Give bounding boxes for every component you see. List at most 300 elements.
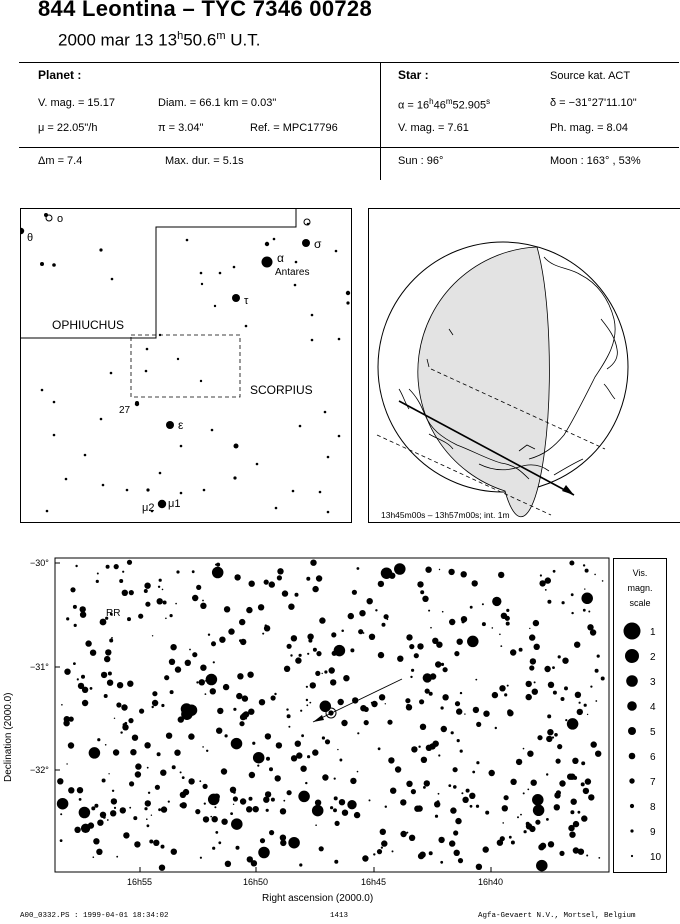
chart-star (68, 742, 74, 748)
chart-star (306, 704, 308, 706)
chart-star (110, 810, 116, 816)
y-axis-label: Declination (2000.0) (3, 692, 14, 782)
chart-star (263, 797, 269, 803)
chart-star (559, 780, 565, 786)
chart-star (249, 797, 253, 801)
chart-star (221, 768, 227, 774)
chart-star (129, 807, 131, 809)
chart-star (334, 778, 336, 780)
chart-star (284, 666, 290, 672)
chart-star (569, 832, 575, 838)
chart-star (523, 748, 525, 750)
chart-star (123, 832, 129, 838)
label-alpha: α (277, 251, 284, 265)
chart-star (548, 733, 549, 734)
max-duration: Max. dur. = 5.1s (165, 155, 244, 167)
chart-star (90, 687, 93, 690)
chart-star (436, 642, 442, 648)
chart-star (97, 738, 100, 741)
chart-star (510, 779, 516, 785)
x-tick-label-16h50: 16h50 (243, 877, 269, 887)
chart-star (151, 815, 152, 816)
divider-vertical (380, 62, 381, 180)
chart-star (587, 624, 593, 630)
chart-star (523, 792, 525, 794)
chart-star (417, 643, 423, 649)
chart-star (575, 692, 581, 698)
chart-star (178, 716, 184, 722)
chart-star (581, 815, 587, 821)
star-chart (0, 550, 612, 910)
chart-star (384, 614, 389, 619)
path-arrowhead (562, 485, 574, 495)
chart-star (526, 681, 532, 687)
ra-second-unit: s (486, 97, 491, 106)
chart-star (334, 645, 346, 657)
divider-mid (19, 147, 679, 148)
chart-star (269, 581, 275, 587)
chart-star (148, 792, 150, 794)
chart-star (301, 734, 304, 737)
chart-star (357, 732, 359, 734)
label-scorpius: SCORPIUS (250, 383, 313, 397)
chart-star (159, 865, 165, 871)
chart-star (364, 720, 369, 725)
chart-star (546, 736, 552, 742)
chart-star (440, 706, 443, 709)
chart-star (466, 789, 470, 793)
chart-star (105, 649, 111, 655)
chart-star (221, 819, 227, 825)
chart-star (68, 787, 74, 793)
chart-star (102, 779, 106, 783)
chart-star (73, 662, 76, 665)
chart-star (526, 823, 532, 829)
chart-star (122, 724, 128, 730)
chart-star (448, 569, 454, 575)
chart-star (532, 689, 538, 695)
chart-star (455, 818, 461, 824)
chart-star (127, 560, 132, 565)
chart-star (310, 682, 316, 688)
chart-star (473, 707, 479, 713)
chart-star (157, 752, 161, 756)
chart-star (569, 774, 575, 780)
chart-star (251, 860, 257, 866)
moon-info: Moon : 163° , 53% (550, 155, 641, 167)
chart-star (392, 850, 394, 852)
chart-star (101, 672, 107, 678)
chart-star (234, 574, 240, 580)
chart-star (553, 691, 557, 695)
chart-star (96, 580, 99, 583)
chart-star (583, 564, 585, 566)
planet-parallax: π = 3.04" (158, 122, 204, 134)
chart-star (581, 593, 593, 605)
planet-vmag: V. mag. = 15.17 (38, 97, 115, 109)
chart-star (535, 820, 540, 825)
chart-star (196, 585, 201, 590)
y-tick-label-minus32: −32° (30, 765, 49, 775)
chart-star (107, 819, 109, 821)
chart-star (387, 720, 392, 725)
chart-star (441, 726, 447, 732)
chart-star (231, 818, 243, 830)
chart-star (598, 857, 600, 859)
chart-star (423, 673, 432, 682)
scale-dot (625, 649, 639, 663)
chart-star (507, 709, 512, 714)
chart-star (557, 744, 562, 749)
chart-star (449, 840, 455, 846)
chart-star (307, 755, 310, 758)
chart-star (492, 627, 494, 629)
x-tick-label-16h55: 16h55 (127, 877, 153, 887)
chart-star (482, 603, 484, 605)
chart-star (192, 652, 197, 657)
chart-star (472, 771, 475, 774)
chart-star (113, 749, 119, 755)
label-ophiuchus: OPHIUCHUS (52, 318, 125, 332)
chart-star (540, 843, 546, 849)
chart-star (295, 593, 299, 597)
chart-star (96, 849, 102, 855)
chart-star (425, 567, 431, 573)
chart-star (161, 704, 164, 707)
chart-star (348, 613, 354, 619)
chart-star (339, 799, 345, 805)
chart-star (547, 714, 551, 718)
scale-label: 7 (650, 777, 656, 788)
label-epsilon: ε (178, 418, 184, 432)
chart-star (271, 798, 275, 802)
chart-star (246, 607, 252, 613)
scale-dot (628, 727, 636, 735)
star-declination: δ = −31°27'11.10" (550, 97, 637, 109)
scale-label: 2 (650, 652, 656, 663)
chart-star (417, 581, 423, 587)
chart-star (378, 747, 381, 750)
chart-star (200, 857, 202, 859)
chart-star (237, 673, 243, 679)
chart-star (545, 589, 547, 591)
chart-star (509, 836, 512, 839)
chart-star (322, 736, 325, 739)
chart-star (155, 785, 160, 790)
chart-star (181, 703, 193, 715)
chart-star (594, 574, 596, 576)
ra-hours: α = 16 (398, 99, 430, 112)
chart-star (170, 614, 173, 617)
chart-star (274, 693, 276, 695)
star-tau (232, 294, 240, 302)
chart-star (271, 695, 276, 700)
chart-star (82, 687, 88, 693)
chart-star (312, 586, 318, 592)
globe-caption: 13h45m00s – 13h57m00s; int. 1m (381, 510, 510, 520)
chart-star (483, 846, 489, 852)
chart-star (320, 701, 332, 713)
chart-star (307, 634, 313, 640)
chart-star (168, 801, 170, 803)
chart-star (147, 824, 150, 827)
chart-star (185, 660, 191, 666)
chart-star (159, 579, 162, 582)
planet-reference: Ref. = MPC17796 (250, 122, 338, 134)
chart-star (516, 759, 522, 765)
chart-star (225, 734, 228, 737)
chart-star (298, 791, 310, 803)
chart-star (286, 708, 288, 710)
chart-star (476, 864, 482, 870)
chart-star (388, 757, 394, 763)
chart-star (240, 714, 246, 720)
chart-star (322, 774, 328, 780)
chart-star (461, 571, 467, 577)
chart-star (377, 849, 382, 854)
chart-star (585, 778, 591, 784)
chart-star (57, 798, 69, 810)
chart-star (419, 852, 425, 858)
chart-star (104, 694, 108, 698)
event-title: 844 Leontina – TYC 7346 00728 (38, 0, 372, 21)
chart-star (132, 735, 138, 741)
star-phmag: Ph. mag. = 8.04 (550, 122, 628, 134)
chart-star (587, 714, 588, 715)
chart-star (440, 861, 443, 864)
chart-star (464, 713, 465, 714)
chart-star (117, 682, 123, 688)
chart-star (456, 708, 462, 714)
chart-star (343, 675, 349, 681)
chart-star (375, 609, 377, 611)
star-chart-svg (0, 550, 612, 910)
chart-star (57, 778, 63, 784)
chart-star (469, 793, 475, 799)
chart-star (283, 800, 285, 802)
chart-star (510, 649, 516, 655)
chart-star (306, 699, 308, 701)
x-tick-label-16h45: 16h45 (361, 877, 387, 887)
chart-star (161, 806, 167, 812)
globe-panel (368, 208, 680, 523)
chart-star (64, 669, 70, 675)
chart-star (595, 700, 597, 702)
chart-star (342, 810, 348, 816)
chart-star (97, 820, 103, 826)
chart-star (135, 763, 141, 769)
chart-star (312, 805, 324, 817)
chart-star (527, 789, 529, 791)
chart-star (169, 659, 175, 665)
chart-star (262, 633, 264, 635)
chart-star (601, 677, 605, 681)
chart-star (319, 617, 325, 623)
chart-star (430, 627, 432, 629)
chart-star (458, 858, 463, 863)
chart-star (371, 701, 377, 707)
chart-star (315, 812, 318, 815)
chart-star (337, 749, 338, 750)
chart-star (259, 699, 265, 705)
scale-dot (624, 623, 641, 640)
chart-star (500, 836, 505, 841)
chart-star (357, 771, 359, 773)
scale-title-line1: Vis. (632, 568, 648, 578)
chart-star (449, 619, 455, 625)
chart-star (533, 620, 539, 626)
chart-star (397, 656, 403, 662)
chart-star (171, 849, 177, 855)
chart-star (219, 637, 225, 643)
chart-star (409, 644, 414, 649)
chart-star (236, 846, 240, 850)
chart-star (80, 606, 86, 612)
chart-star (385, 703, 386, 704)
chart-star (330, 679, 336, 685)
chart-star (145, 800, 151, 806)
ra-seconds: 52.905 (452, 99, 487, 112)
chart-star (357, 567, 360, 570)
chart-star (423, 786, 426, 789)
chart-star (144, 742, 150, 748)
chart-star (428, 610, 430, 612)
chart-star (467, 636, 479, 648)
chart-star (492, 692, 498, 698)
field-box (131, 335, 240, 397)
chart-star (559, 851, 564, 856)
chart-star (360, 705, 366, 711)
chart-star (120, 731, 122, 733)
chart-star (122, 590, 128, 596)
chart-star (325, 739, 330, 744)
chart-star (443, 667, 448, 672)
chart-star (530, 658, 536, 664)
chart-star (532, 794, 544, 806)
chart-star (422, 596, 428, 602)
chart-star (182, 776, 185, 779)
chart-star (205, 680, 206, 681)
chart-star (581, 782, 585, 786)
chart-star (253, 752, 265, 764)
magnitude-drop: Δm = 7.4 (38, 155, 83, 167)
x-axis-label: Right ascension (2000.0) (262, 893, 374, 904)
chart-star (111, 798, 117, 804)
chart-star (91, 806, 95, 810)
scale-label: 1 (650, 627, 656, 638)
chart-star (520, 814, 522, 816)
chart-star (411, 669, 414, 672)
chart-star (127, 681, 133, 687)
chart-star (482, 622, 486, 626)
chart-star (548, 841, 554, 847)
chart-star (162, 589, 164, 591)
chart-star (93, 856, 95, 858)
chart-star (228, 628, 234, 634)
chart-star (568, 825, 574, 831)
chart-star (442, 611, 444, 613)
chart-star (276, 742, 282, 748)
chart-star (183, 789, 189, 795)
chart-star (307, 653, 309, 655)
chart-star (418, 746, 420, 748)
chart-star (199, 780, 201, 782)
chart-star (382, 623, 386, 627)
chart-star (149, 840, 153, 844)
scale-label: 10 (650, 852, 662, 863)
chart-star (534, 644, 540, 650)
chart-star (106, 565, 110, 569)
chart-star (94, 804, 98, 808)
chart-star (414, 806, 420, 812)
chart-star (260, 838, 265, 843)
scale-labels (650, 627, 662, 863)
chart-star (378, 652, 384, 658)
chart-star (63, 720, 69, 726)
chart-star (313, 648, 317, 652)
chart-star (206, 750, 208, 752)
chart-star (109, 639, 113, 643)
star-vmag: V. mag. = 7.61 (398, 122, 469, 134)
chart-star (88, 822, 94, 828)
chart-star (249, 581, 255, 587)
chart-star (120, 807, 126, 813)
chart-star (242, 695, 248, 701)
magnitude-scale-svg (614, 559, 666, 872)
chart-star (529, 634, 535, 640)
chart-star (499, 685, 505, 691)
chart-star (129, 590, 134, 595)
chart-star (411, 789, 416, 794)
divider-top (19, 62, 679, 63)
label-antares: Antares (275, 267, 310, 278)
chart-star (127, 617, 131, 621)
chart-star (295, 741, 301, 747)
scale-dot (629, 753, 636, 760)
scale-label: 8 (650, 802, 656, 813)
label-mu2: μ2 (142, 502, 155, 514)
chart-star (537, 735, 542, 740)
chart-star (166, 733, 172, 739)
chart-star (277, 575, 282, 580)
chart-star (394, 563, 406, 575)
chart-star (152, 635, 153, 636)
chart-star (216, 728, 222, 734)
chart-star (188, 733, 194, 739)
chart-star (218, 841, 221, 844)
chart-star (476, 761, 479, 764)
chart-star (552, 666, 555, 669)
planet-motion: μ = 22.05"/h (38, 122, 98, 134)
chart-star (202, 746, 204, 748)
chart-star (66, 763, 67, 764)
label-tau: τ (244, 295, 249, 307)
chart-star (240, 639, 246, 645)
chart-star (93, 838, 99, 844)
scale-label: 9 (650, 827, 656, 838)
chart-star (130, 749, 136, 755)
ra-hour-unit: h (429, 97, 434, 106)
label-theta: θ (27, 232, 34, 244)
chart-star (200, 603, 206, 609)
chart-star (144, 807, 147, 810)
chart-star (569, 560, 574, 565)
chart-star (129, 781, 134, 786)
chart-star (536, 860, 548, 872)
chart-star (212, 567, 224, 579)
chart-star (369, 799, 371, 801)
chart-star (496, 598, 498, 600)
